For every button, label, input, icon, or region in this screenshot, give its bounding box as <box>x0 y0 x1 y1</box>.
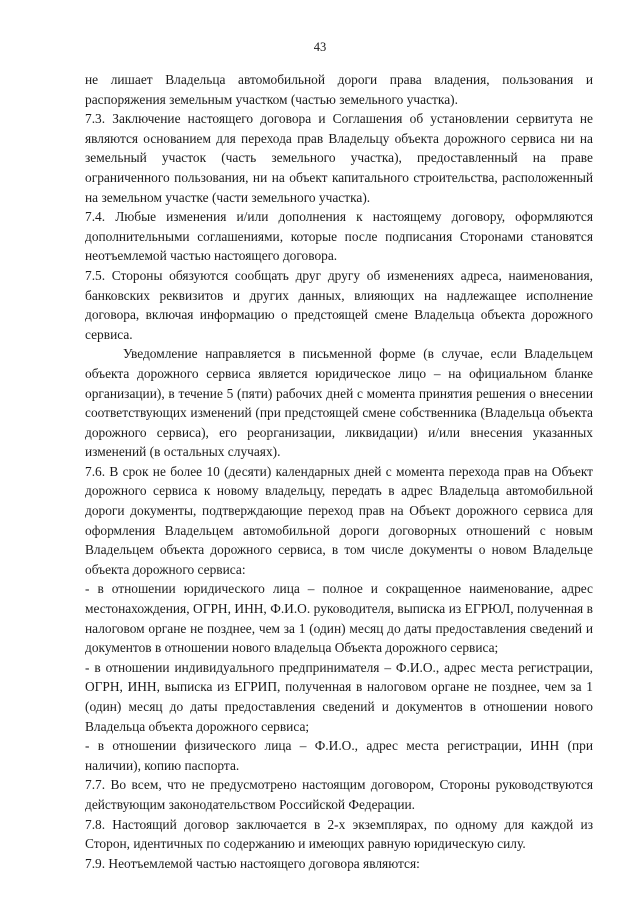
paragraph-7-9: 7.9. Неотъемлемой частью настоящего договора являются: <box>85 855 420 871</box>
document-body <box>85 70 593 873</box>
paragraph-7-6: 7.6. В срок не более 10 (десяти) календарных дней с момента перехода прав на Объект дорожного сервиса к новому владельцу, передать в адрес Владельца автомобильной дороги документы, подтверждающие переход прав на Объект дорожного сервиса для оформления Владельцем автомобильной дороги договорных отношений с новым Владельцем объекта дорожного сервиса, в том числе документы о новом Владельце объекта дорожного сервиса: <box>85 463 593 577</box>
paragraph-7-8: 7.8. Настоящий договор заключается в 2-х экземплярах, по одному для каждой из Сторон, идентичных по содержанию и имеющих равную юридическую силу. <box>85 816 593 852</box>
list-item-individual: - в отношении физического лица – Ф.И.О., адрес места регистрации, ИНН (при наличии), копию паспорта. <box>85 738 593 773</box>
list-item-legal-entity: - в отношении юридического лица – полное и сокращенное наименование, адрес местонахождения, ОГРН, ИНН, Ф.И.О. руководителя, выписка из ЕГРЮЛ, полученная в налоговом органе не позднее, чем за 1 (один) месяц до даты предоставления сведений и документов в отношении нового владельца Объекта дорожного сервиса; <box>85 581 593 656</box>
paragraph-7-3: 7.3. Заключение настоящего договора и Соглашения об установлении сервитута не являются основанием для перехода прав Владельцу объекта дорожного сервиса ни на земельный участок (часть земельного участка), предоставленный на праве ограниченного пользования, ни на объект капитального строительства, расположенный на земельном участке (части земельного участка). <box>85 111 593 205</box>
list-item-individual-entrepreneur: - в отношении индивидуального предпринимателя – Ф.И.О., адрес места регистрации, ОГРН, ИНН, выписка из ЕГРИП, полученная в налоговом органе не позднее, чем за 1 (один) месяц до даты предоставления сведений и документов в отношении нового Владельца объекта дорожного сервиса; <box>85 659 593 734</box>
paragraph-7-5: 7.5. Стороны обязуются сообщать друг другу об изменениях адреса, наименования, банковских реквизитов и других данных, влияющих на надлежащее исполнение договора, включая информацию о предстоящей смене Владельца объекта дорожного сервиса. <box>85 267 593 342</box>
paragraph-7-7: 7.7. Во всем, что не предусмотрено настоящим договором, Стороны руководствуются действующим законодательством Российской Федерации. <box>85 777 593 812</box>
page-number: 43 <box>313 40 327 54</box>
paragraph-7-4: 7.4. Любые изменения и/или дополнения к настоящему договору, оформляются дополнительными соглашениями, которые после подписания Сторонами становятся неотъемлемой частью настоящего договора. <box>85 209 593 264</box>
paragraph-notification: Уведомление направляется в письменной форме (в случае, если Владельцем объекта дорожного сервиса является юридическое лицо – на официальном бланке организации), в течение 5 (пяти) рабочих дней с момента принятия решения о внесении соответствующих изменений (при предстоящей смене собственника (Владельца объекта дорожного сервиса), его реорганизации, ликвидации) и/или внесения указанных изменений (в остальных случаях). <box>85 346 593 460</box>
paragraph-continuation: не лишает Владельца автомобильной дороги права владения, пользования и распоряжения земельным участком (частью земельного участка). <box>85 72 593 107</box>
